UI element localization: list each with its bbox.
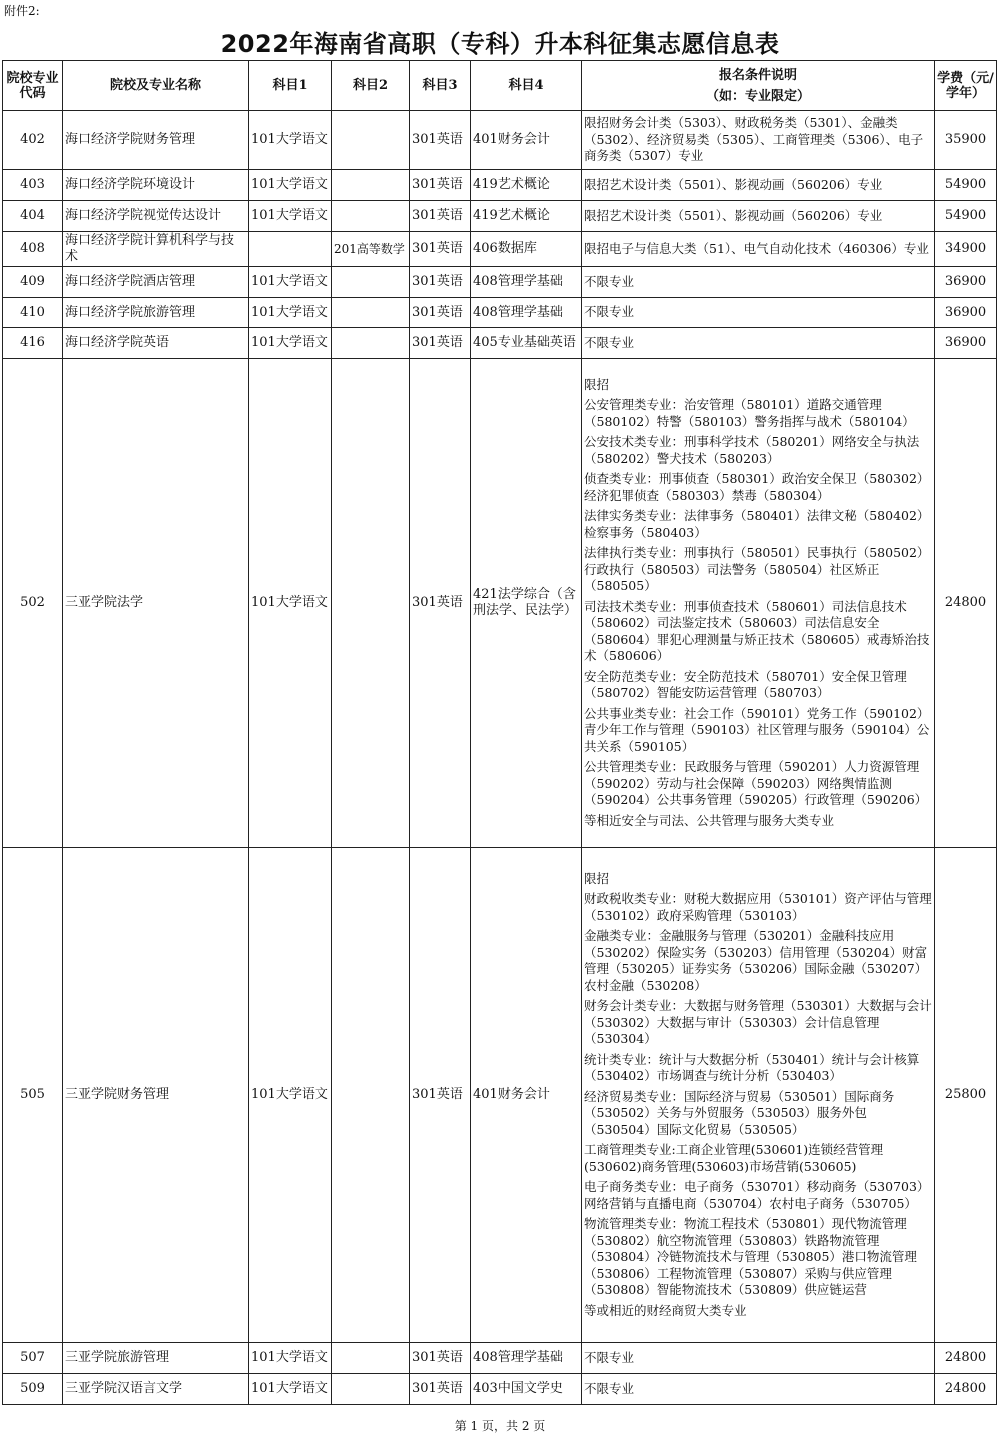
- row-fee: 24800: [935, 1374, 997, 1405]
- condition-line: 公安管理类专业：治安管理（580101）道路交通管理（580102）特警（580103）警务指挥与战术（580104）: [584, 397, 915, 429]
- row-condition: [582, 848, 935, 1343]
- row-name: 三亚学院财务管理: [63, 848, 249, 1343]
- table-row: [3, 201, 997, 232]
- row-name: 三亚学院旅游管理: [63, 1343, 249, 1374]
- condition-line: 限招财务会计类（5303）、财政税务类（5301）、金融类（5302）、经济贸易类（5305）、工商管理类（5306）、电子商务类（5307）专业: [584, 115, 924, 164]
- page-footer: 第 1 页，共 2 页: [454, 1419, 546, 1433]
- condition-line: 法律实务类专业：法律事务（580401）法律文秘（580402）检察事务（580403）: [584, 508, 930, 540]
- row-condition: [582, 359, 935, 848]
- header-subject3: 科目3: [410, 61, 471, 111]
- row-subject2: [332, 1343, 410, 1374]
- row-code: 502: [3, 359, 63, 848]
- row-subject2: [332, 201, 410, 232]
- row-subject3: 301英语: [410, 359, 471, 848]
- row-code: 410: [3, 298, 63, 328]
- row-condition: [582, 298, 935, 328]
- row-subject3: 301英语: [410, 848, 471, 1343]
- row-subject1: 101大学语文: [249, 111, 332, 170]
- condition-line: 限招电子与信息大类（51）、电气自动化技术（460306）专业: [584, 240, 929, 256]
- row-code: 408: [3, 232, 63, 267]
- condition-line: 工商管理类专业:工商企业管理(530601)连锁经营管理(530602)商务管理(530603)市场营销(530605): [584, 1142, 884, 1174]
- row-subject1: 101大学语文: [249, 201, 332, 232]
- row-subject3: 301英语: [410, 267, 471, 298]
- row-name: 海口经济学院酒店管理: [63, 267, 249, 298]
- header-name: 院校及专业名称: [63, 61, 249, 111]
- row-code: 505: [3, 848, 63, 1343]
- condition-line: 不限专业: [584, 304, 635, 320]
- condition-line: 统计类专业：统计与大数据分析（530401）统计与会计核算（530402）市场调查与统计分析（530403）: [584, 1051, 920, 1084]
- table-row: [3, 298, 997, 328]
- header-code: 院校专业代码: [3, 61, 63, 111]
- condition-line: 法律执行类专业：刑事执行（580501）民事执行（580502）行政执行（580503）司法警务（580504）社区矫正（580505）: [584, 545, 930, 594]
- condition-line: 限招: [584, 376, 610, 392]
- table-row: [3, 1374, 997, 1405]
- row-subject1: 101大学语文: [249, 359, 332, 848]
- row-subject4: 403中国文学史: [471, 1374, 582, 1405]
- row-subject2: [332, 848, 410, 1343]
- row-subject1: 101大学语文: [249, 170, 332, 201]
- row-name: 海口经济学院财务管理: [63, 111, 249, 170]
- row-subject2: [332, 1374, 410, 1405]
- table-row: [3, 267, 997, 298]
- row-code: 507: [3, 1343, 63, 1374]
- row-subject4: 401财务会计: [471, 848, 582, 1343]
- condition-line: 金融类专业：金融服务与管理（530201）金融科技应用（530202）保险实务（530203）信用管理（530204）财富管理（530205）证券实务（530206）国际金融（530207）农村金融（530208）: [584, 928, 928, 993]
- row-subject2: [332, 170, 410, 201]
- condition-line: 限招艺术设计类（5501）、影视动画（560206）专业: [584, 207, 883, 223]
- row-subject3: 301英语: [410, 328, 471, 359]
- row-name: 海口经济学院环境设计: [63, 170, 249, 201]
- row-fee: 36900: [935, 328, 997, 359]
- table-row: [3, 359, 997, 848]
- row-fee: 24800: [935, 1343, 997, 1374]
- condition-line: 公安技术类专业：刑事科学技术（580201）网络安全与执法（580202）警犬技术（580203）: [584, 434, 920, 466]
- row-subject3: 301英语: [410, 1374, 471, 1405]
- row-subject4: 401财务会计: [471, 111, 582, 170]
- header-condition-line1: 报名条件说明: [718, 67, 797, 83]
- row-fee: 54900: [935, 170, 997, 201]
- row-subject3: 301英语: [410, 201, 471, 232]
- row-name: 海口经济学院计算机科学与技术: [63, 232, 249, 267]
- row-subject3: 301英语: [410, 298, 471, 328]
- row-subject4: 408管理学基础: [471, 1343, 582, 1374]
- table-row: [3, 111, 997, 170]
- row-name: 海口经济学院视觉传达设计: [63, 201, 249, 232]
- row-name: 三亚学院汉语言文学: [63, 1374, 249, 1405]
- condition-line: 限招艺术设计类（5501）、影视动画（560206）专业: [584, 176, 883, 192]
- row-code: 404: [3, 201, 63, 232]
- row-subject4: 419艺术概论: [471, 201, 582, 232]
- row-condition: [582, 111, 935, 170]
- row-fee: 36900: [935, 267, 997, 298]
- row-subject1: 101大学语文: [249, 1343, 332, 1374]
- row-subject3: 301英语: [410, 170, 471, 201]
- row-subject4: 421法学综合（含刑法学、民法学）: [471, 359, 582, 848]
- row-subject1: [249, 232, 332, 267]
- table-row: [3, 328, 997, 359]
- condition-line: 侦查类专业：刑事侦查（580301）政治安全保卫（580302）经济犯罪侦查（580303）禁毒（580304）: [584, 471, 930, 503]
- row-condition: [582, 201, 935, 232]
- header-fee: 学费（元/学年）: [935, 61, 997, 111]
- row-subject2: [332, 298, 410, 328]
- row-code: 509: [3, 1374, 63, 1405]
- condition-line: 限招: [584, 870, 610, 886]
- header-subject2: 科目2: [332, 61, 410, 111]
- condition-line: 财务会计类专业：大数据与财务管理（530301）大数据与会计（530302）大数据与审计（530303）会计信息管理（530304）: [584, 998, 932, 1047]
- row-fee: 36900: [935, 298, 997, 328]
- row-subject1: 101大学语文: [249, 267, 332, 298]
- header-condition-line2: （如：专业限定）: [705, 88, 810, 104]
- row-subject1: 101大学语文: [249, 298, 332, 328]
- condition-line: 财政税收类专业：财税大数据应用（530101）资产评估与管理（530102）政府采购管理（530103）: [584, 891, 932, 923]
- condition-line: 等相近安全与司法、公共管理与服务大类专业: [584, 812, 835, 828]
- row-subject3: 301英语: [410, 1343, 471, 1374]
- condition-line: 不限专业: [584, 1349, 635, 1365]
- row-subject2: [332, 328, 410, 359]
- row-condition: [582, 232, 935, 267]
- row-subject4: 408管理学基础: [471, 298, 582, 328]
- row-condition: [582, 170, 935, 201]
- table-body: [3, 111, 997, 1405]
- condition-line: 电子商务类专业：电子商务（530701）移动商务（530703）网络营销与直播电商（530704）农村电子商务（530705）: [584, 1179, 930, 1211]
- condition-line: 等或相近的财经商贸大类专业: [584, 1302, 747, 1318]
- row-subject4: 419艺术概论: [471, 170, 582, 201]
- table-row: [3, 1343, 997, 1374]
- row-fee: 54900: [935, 201, 997, 232]
- row-code: 402: [3, 111, 63, 170]
- header-subject1: 科目1: [249, 61, 332, 111]
- condition-line: 经济贸易类专业：国际经济与贸易（530501）国际商务（530502）关务与外贸服务（530503）服务外包（530504）国际文化贸易（530505）: [584, 1088, 895, 1137]
- row-subject1: 101大学语文: [249, 1374, 332, 1405]
- condition-line: 司法技术类专业：刑事侦查技术（580601）司法信息技术（580602）司法鉴定技术（580603）司法信息安全（580604）罪犯心理测量与矫正技术（580605）戒毒矫治技术（580606）: [584, 598, 930, 664]
- row-code: 403: [3, 170, 63, 201]
- row-name: 海口经济学院旅游管理: [63, 298, 249, 328]
- row-subject4: 408管理学基础: [471, 267, 582, 298]
- row-code: 416: [3, 328, 63, 359]
- row-subject2: [332, 359, 410, 848]
- condition-line: 公共管理类专业：民政服务与管理（590201）人力资源管理（590202）劳动与社会保障（590203）网络舆情监测（590204）公共事务管理（590205）行政管理（590206）: [584, 759, 928, 808]
- row-fee: 34900: [935, 232, 997, 267]
- row-fee: 35900: [935, 111, 997, 170]
- condition-line: 物流管理类专业：物流工程技术（530801）现代物流管理（530802）航空物流管理（530803）铁路物流管理（530804）冷链物流技术与管理（530805）港口物流管理（530806）工程物流管理（530807）采购与供应管理（530808）智能物流技术（530809）供应链运营: [584, 1216, 917, 1298]
- table-row: [3, 232, 997, 267]
- row-subject2: [332, 111, 410, 170]
- row-subject4: 406数据库: [471, 232, 582, 267]
- info-table: [2, 60, 997, 1405]
- row-subject1: 101大学语文: [249, 328, 332, 359]
- condition-line: 公共事业类专业：社会工作（590101）党务工作（590102）青少年工作与管理（590103）社区管理与服务（590104）公共关系（590105）: [584, 705, 930, 754]
- row-subject4: 405专业基础英语: [471, 328, 582, 359]
- row-fee: 25800: [935, 848, 997, 1343]
- row-condition: [582, 1343, 935, 1374]
- condition-line: 不限专业: [584, 334, 635, 350]
- table-row: [3, 170, 997, 201]
- row-subject2: [332, 267, 410, 298]
- table-row: [3, 848, 997, 1343]
- row-name: 三亚学院法学: [63, 359, 249, 848]
- row-subject2: 201高等数学: [332, 232, 410, 267]
- row-code: 409: [3, 267, 63, 298]
- condition-line: 不限专业: [584, 273, 635, 289]
- row-condition: [582, 267, 935, 298]
- header-subject4: 科目4: [471, 61, 582, 111]
- row-condition: [582, 1374, 935, 1405]
- header-condition: [582, 61, 935, 111]
- condition-line: 安全防范类专业：安全防范技术（580701）安全保卫管理（580702）智能安防运营管理（580703）: [584, 668, 907, 701]
- page-title: 2022年海南省高职（专科）升本科征集志愿信息表: [220, 30, 780, 58]
- row-condition: [582, 328, 935, 359]
- row-subject3: 301英语: [410, 232, 471, 267]
- row-subject1: 101大学语文: [249, 848, 332, 1343]
- attachment-label: 附件2:: [4, 4, 40, 18]
- row-fee: 24800: [935, 359, 997, 848]
- condition-line: 不限专业: [584, 1380, 635, 1396]
- row-subject3: 301英语: [410, 111, 471, 170]
- row-name: 海口经济学院英语: [63, 328, 249, 359]
